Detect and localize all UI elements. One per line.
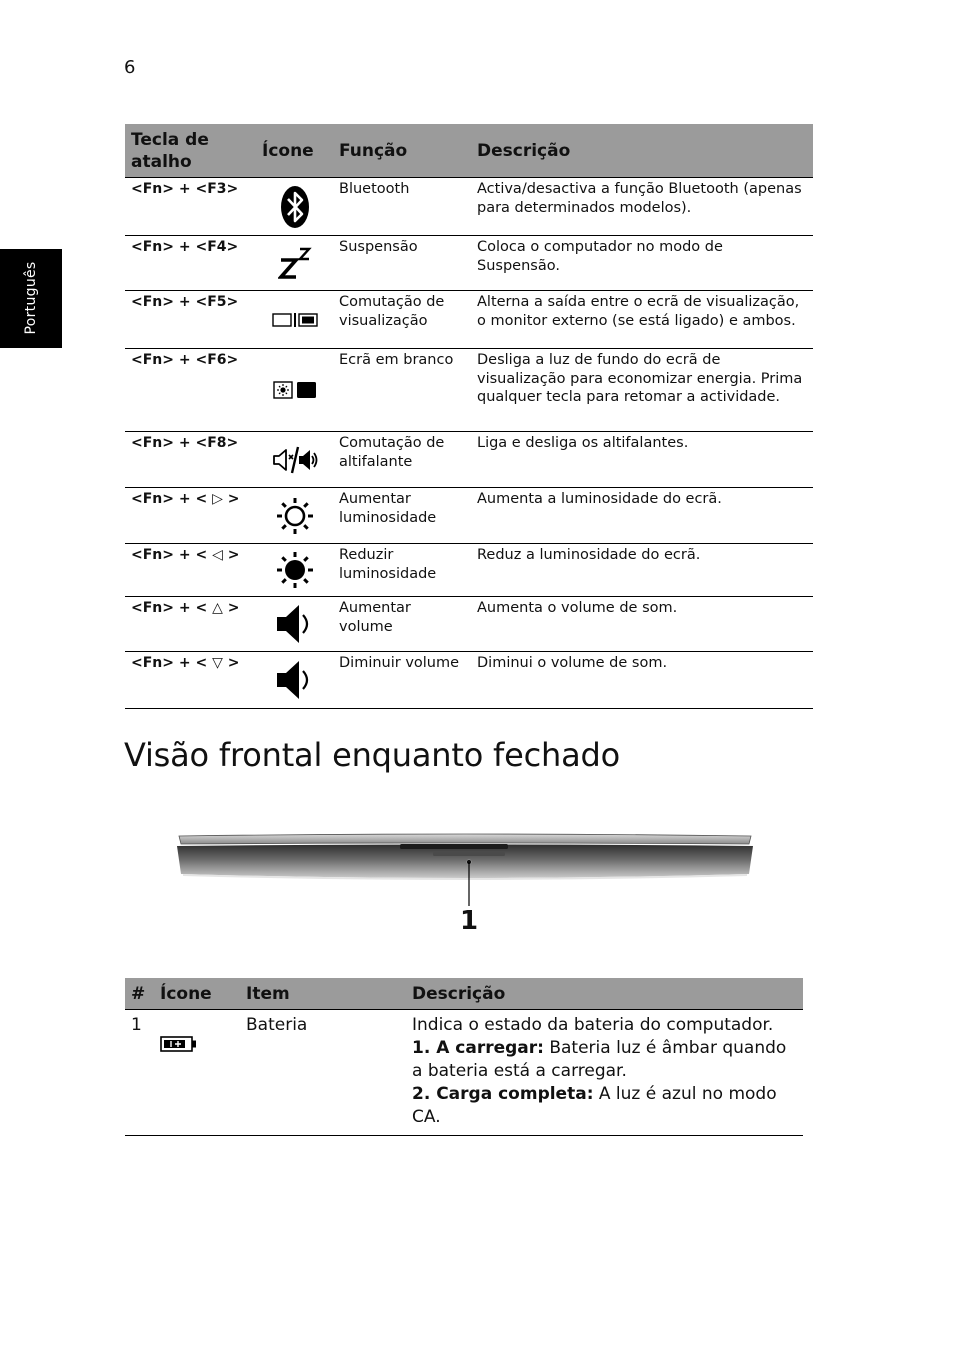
- table-row: [125, 349, 813, 432]
- header-key: Tecla de atalho: [125, 124, 256, 178]
- hotkey-combo: <Fn> + <F5>: [125, 291, 256, 349]
- brightness-up-icon: [256, 488, 333, 544]
- volume-down-icon: [256, 652, 333, 709]
- bluetooth-icon: [256, 178, 333, 236]
- item-description-cell: [406, 1010, 803, 1136]
- hotkey-combo: <Fn> + <F8>: [125, 432, 256, 488]
- screen-blank-icon: [256, 349, 333, 432]
- header-icon: Ícone: [154, 978, 240, 1010]
- hotkey-description: Desliga a luz de fundo do ecrã de visualização para economizar energia. Prima qualquer tecla para retomar a actividade.: [471, 349, 813, 432]
- table-row: [125, 236, 813, 291]
- hotkey-function: Diminuir volume: [333, 652, 471, 709]
- charging-note-label: 1. A carregar:: [412, 1038, 544, 1058]
- hotkey-combo: <Fn> + < △ >: [125, 597, 256, 652]
- language-side-tab: [0, 249, 62, 348]
- callout-number: 1: [460, 906, 479, 936]
- hotkey-function: Suspensão: [333, 236, 471, 291]
- charging-note-text: Bateria luz é âmbar quando a bateria está a carregar.: [412, 1038, 787, 1081]
- hotkey-description: Aumenta o volume de som.: [471, 597, 813, 652]
- table-row: [125, 178, 813, 236]
- hotkey-description: Aumenta a luminosidade do ecrã.: [471, 488, 813, 544]
- hotkey-description: Alterna a saída entre o ecrã de visualização, o monitor externo (se está ligado) e ambos.: [471, 291, 813, 349]
- hotkey-description: Activa/desactiva a função Bluetooth (apenas para determinados modelos).: [471, 178, 813, 236]
- hotkey-function: Ecrã em branco: [333, 349, 471, 432]
- volume-up-icon: [256, 597, 333, 652]
- hotkey-combo: <Fn> + < ◁ >: [125, 544, 256, 597]
- full-charge-note-label: 2. Carga completa:: [412, 1084, 594, 1104]
- hotkey-combo: <Fn> + < ▷ >: [125, 488, 256, 544]
- brightness-down-icon: [256, 544, 333, 597]
- full-charge-note-text: A luz é azul no modo CA.: [412, 1084, 777, 1127]
- language-label: Português: [23, 261, 39, 335]
- table-row: [125, 291, 813, 349]
- hotkey-table-header: [125, 124, 813, 178]
- hotkey-function: Aumentar luminosidade: [333, 488, 471, 544]
- hotkey-function: Aumentar volume: [333, 597, 471, 652]
- hotkey-function: Comutação de visualização: [333, 291, 471, 349]
- hotkey-combo: <Fn> + <F3>: [125, 178, 256, 236]
- hotkey-description: Diminui o volume de som.: [471, 652, 813, 709]
- header-function: Função: [333, 124, 471, 178]
- hotkey-function: Reduzir luminosidade: [333, 544, 471, 597]
- header-description: Descrição: [471, 124, 813, 178]
- hotkey-function: Comutação de altifalante: [333, 432, 471, 488]
- battery-icon: [154, 1010, 240, 1136]
- hotkey-table: [125, 124, 813, 709]
- hotkey-description: Reduz a luminosidade do ecrã.: [471, 544, 813, 597]
- laptop-front-view-image: [175, 830, 755, 910]
- item-name: Bateria: [240, 1010, 406, 1136]
- speaker-toggle-icon: [256, 432, 333, 488]
- hotkey-description: Liga e desliga os altifalantes.: [471, 432, 813, 488]
- header-icon: Ícone: [256, 124, 333, 178]
- table-row: [125, 652, 813, 709]
- header-description: Descrição: [406, 978, 803, 1010]
- hotkey-combo: <Fn> + <F6>: [125, 349, 256, 432]
- hotkey-function: Bluetooth: [333, 178, 471, 236]
- header-num: #: [125, 978, 154, 1010]
- full-charge-note: [412, 1083, 797, 1129]
- item-description: Indica o estado da bateria do computador.: [412, 1015, 774, 1035]
- item-table-header: [125, 978, 803, 1010]
- hotkey-description: Coloca o computador no modo de Suspensão.: [471, 236, 813, 291]
- charging-note: [412, 1037, 797, 1083]
- display-toggle-icon: [256, 291, 333, 349]
- section-title: Visão frontal enquanto fechado: [124, 736, 620, 774]
- table-row: [125, 544, 813, 597]
- item-table: [125, 978, 803, 1136]
- table-row: [125, 1010, 803, 1136]
- header-item: Item: [240, 978, 406, 1010]
- table-row: [125, 432, 813, 488]
- hotkey-combo: <Fn> + <F4>: [125, 236, 256, 291]
- table-row: [125, 597, 813, 652]
- item-number: 1: [125, 1010, 154, 1136]
- table-row: [125, 488, 813, 544]
- hotkey-combo: <Fn> + < ▽ >: [125, 652, 256, 709]
- sleep-icon: [256, 236, 333, 291]
- page-number: 6: [124, 57, 136, 78]
